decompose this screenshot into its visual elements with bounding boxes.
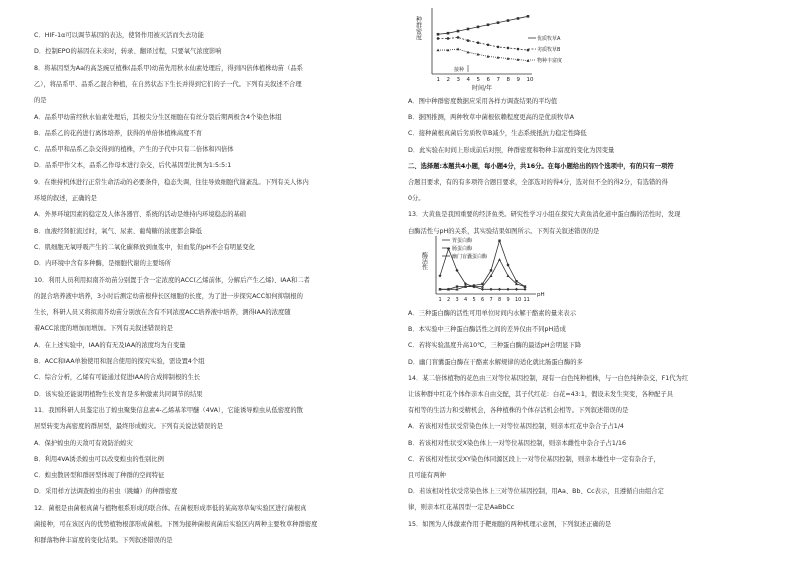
chart1-legend-label: 劣质牧草B [537,47,561,53]
text-line: B．利用4VA诱杀蝗虫可以改变蝗虫的性别比例 [34,455,164,463]
text-line: A．外界环境因素的稳定及人体各器官、系统的活动是维持内环境稳态的基础 [34,211,247,219]
text-line: 14．某二倍体植物的花色由三对等位基因控制，现有一白色纯种植株，与一白色纯种杂交，F1代为红 [408,374,689,382]
chart1-legend-label: 物种丰富度 [537,58,563,64]
chart2-ylabel: 酶活性 [420,252,428,270]
text-line: C．HIF-1α可以调节基因的表达，使肾作用被灭活而失去功能 [34,32,204,39]
chart2-tick-label: 1 [438,297,442,303]
text-line: A．三种蛋白酶的活性可用单位时间内水解干酪素的量来表示 [408,310,577,317]
text-line: 的是 [34,97,47,105]
text-line: B．ACC和IAA单独使用和混合使用的探究实验，需设置4个组 [34,358,205,365]
chart1-tick-label: 8 [506,77,510,83]
chart1-tick-label: 3 [456,77,460,83]
chart2-tick-label: 10 [515,297,522,303]
chart2-legend-label: 肠蛋白酶 [452,246,473,252]
text-line: 律，则亲本红花基因型一定是AaBbCc [408,504,515,512]
text-line: D．采用样方法调查蝗虫的若虫（跳蝻）的种群密度 [34,488,178,496]
text-line: 菌接种，可在该区内的优势植物根部形成菌根。下图为接种菌根真菌后实验区内两种主要牧草种群密度 [34,521,318,528]
chart1-tick-label: 4 [466,77,470,83]
text-line: 8．将基因型为Aa的高茎豌豆植株(品系甲)幼苗先用秋水仙素处理后，得到四倍体植株幼苗（品系 [34,64,303,72]
text-line: 居型转变为高密度的群居型，最终形成蝗灾。下列有关说法错误的是 [34,423,223,431]
chart2-tick-label: 7 [489,297,493,303]
chart1-xlabel: 时间/年 [472,85,493,92]
text-line: C．接种菌根真菌后劣质牧草B减少，生态系统抵抗力稳定性降低 [408,130,587,138]
chart1-tick-label: 10 [526,77,534,83]
chart1-point [467,39,470,42]
text-line: B．据图推测，两种牧草中菌根依赖程度更高的是优质牧草A [408,114,575,122]
chart1-annotation: 接种 [454,67,465,73]
chart2-xlabel: pH [537,292,545,298]
chart2-point [515,288,518,291]
text-line: B．品系乙的花药进行离体培养，获得的单倍体植株高度不育 [34,129,203,137]
chart2-point [506,288,509,291]
text-line: C．蝗虫散居型和群居型体现了种群的空间特征 [34,472,165,480]
text-line: B．血液经肾脏流过时，氧气、尿素、葡萄糖的浓度都会降低 [34,227,203,235]
chart1-point [517,17,520,20]
text-line: A．在上述实验中，IAA的有无及IAA的浓度均为自变量 [34,341,186,349]
chart2-legend-label: 胃蛋白酶 [452,238,473,244]
text-line: 让该种群中红花个体作亲本自由交配，其子代红花：白花=43:1，假设未发生突变，各种配子具 [408,391,673,398]
chart2-point [498,258,501,261]
text-line: C．综合分析，乙烯有可能通过促进IAA的合成抑制根的生长 [34,374,201,382]
text-line: 有相等的生活力和受精机会，各种植株的个体存活机会相等。下列叙述错误的是 [408,407,629,415]
chart2-tick-label: 9 [506,297,510,303]
text-line: C．肌细胞无氧呼吸产生的二氧化碳释放到血浆中，但血浆的pH不会有明显变化 [34,243,255,251]
text-line: A．品系甲幼苗经秋水仙素处理后，其根尖分生区细胞在有丝分裂后期两极含4个染色体组 [34,113,282,121]
chart2-point [489,288,492,291]
text-line: 0分。 [408,195,425,203]
chart1-legend [528,35,562,64]
chart1-tick-label: 7 [496,77,500,83]
chart1-point [487,23,490,26]
text-line: 着ACC浓度的增加而增加。下列有关叙述错误的是 [34,325,173,333]
chart1-tick-label: 1 [436,77,440,83]
text-line: 二、选择题:本题共4小题，每小题4分，共16分。在每小题给出的四个选项中，有的只有一项符 [408,162,674,170]
chart1-point [457,36,460,39]
chart2-point [490,274,493,277]
chart1-point [467,51,470,54]
chart1-point [457,48,460,51]
chart2-point [438,274,441,277]
chart1-point [487,44,490,47]
chart2-point [515,280,517,282]
protease-activity-chart [416,230,546,304]
text-line: D．幽门盲囊蛋白酶在干酪素水解规律的适化就比肠蛋白酶的多 [408,358,583,366]
chart1-point [497,46,500,49]
chart1-point [477,26,480,29]
chart1-point [507,19,510,22]
text-line: D．该实验还能说明植物生长发育是多种激素共同调节的结果 [34,390,203,398]
text-line: 生长，科研人员又将拟南芥幼苗分别放在含有不同浓度ACC培养液中培养，测得IAA的浓度随 [34,309,291,317]
chart1-tick-label: 9 [516,77,520,83]
chart1-point [457,30,460,33]
text-line: D．若该相对性状受常染色体上三对等位基因控制，用Aa、Bb、Cc表示，且遵循自由组合定 [408,488,664,496]
chart2-point [523,288,526,291]
text-line: 9．在维持机体进行正常生命活动的必要条件，稳态失调，往往导致细胞代谢紊乱。下列有关人体内 [34,178,309,186]
chart1-point [447,32,450,35]
chart2-legend-label: 幽门盲囊蛋白酶 [452,254,488,260]
text-line: A．若该相对性状受常染色体上一对等位基因控制，则亲本红花中杂合子占1/4 [408,423,624,431]
text-line: A．图中种群密度数据应采用各样方调查结果的平均值 [408,98,558,105]
chart2-tick-label: 5 [472,297,476,303]
text-line: 乙），将品系甲、品系乙混合种植，在自然状态下生长并得到它们的子一代。下列有关叙述不合理 [34,80,302,88]
chart2-point [507,274,510,277]
chart1-point [467,28,470,31]
chart1-point [437,33,440,36]
chart2-point [490,269,492,271]
chart2-tick-label: 6 [481,297,485,303]
population-density-chart [414,2,564,92]
text-line: 的混合培养液中培养，3小时后测定幼苗根伸长区细胞的长度，为了进一步探究ACC如何抑制根的 [34,292,303,300]
chart2-point [498,240,500,242]
chart2-point [498,288,501,291]
text-line: B．若该相对性状受X染色体上一对等位基因控制，则亲本雌性中杂合子占1/16 [408,439,626,447]
chart1-legend-label: 优质牧草A [537,36,561,42]
text-line: B．本实验中三种蛋白酶活性之间的差异仅由不同pH造成 [408,326,566,334]
text-line: D．内环境中含有多种酶，是细胞代谢的主要场所 [34,260,172,268]
chart1-tick-label: 6 [486,77,490,83]
chart1-point [437,49,440,52]
chart2-point [481,288,484,291]
text-line: C．若将实验温度升高10℃，三种蛋白酶的最适pH会明显下降 [408,342,582,350]
chart1-series-line [438,37,528,50]
text-line: 11．我国科研人员鉴定出了蝗虫聚集信息素4-乙烯基苯甲醚（4VA），它能诱导蝗虫从低密度的散 [34,406,303,414]
text-line: 且可能有两种 [408,472,446,479]
chart1-point [527,15,530,18]
text-line: 13．大黄鱼是我国重要的经济鱼类。研究性学习小组在探究大黄鱼消化道中蛋白酶的活性时，发现 [408,211,681,219]
chart1-point [447,37,450,40]
chart1-point [437,37,440,40]
text-line: D．此实验在时间上形成前后对照，种群密度和物种丰富度的变化为因变量 [408,146,615,154]
text-line: C．品系甲和品系乙杂交得到的植株，产生的子代中只有二倍体和四倍体 [34,146,234,154]
chart1-tick-label: 2 [446,77,450,83]
chart2-tick-label: 8 [498,297,502,303]
text-line: 合题目要求，有的有多项符合题目要求，全部选对的得4分，选对但不全的得2分，有选错的得 [408,179,668,186]
chart2-tick-label: 3 [455,297,459,303]
text-line: 白酶活性与pH的关系，其实验结果如图所示。下列有关叙述错误的是 [408,227,600,235]
text-line: D．控制EPO的基因在未来时，转录、翻译过程，只要氧气浓度影响 [34,48,222,56]
chart1-series-line [438,16,528,34]
chart2-tick-label: 2 [447,297,451,303]
chart1-point [477,41,480,44]
chart1-point [517,48,520,51]
chart1-point [497,21,500,24]
text-line: A．保护蝗虫的天敌可有效防治蝗灾 [34,439,133,447]
chart1-point [477,53,480,56]
chart2-point [481,283,483,285]
chart2-tick-label: 11 [523,297,530,303]
text-line: D．品系甲作父本，品系乙作母本进行杂交，后代基因型比例为1:5:5:1 [34,162,232,170]
text-line: 环境的叙述，正确的是 [34,195,97,202]
chart1-point [507,47,510,50]
chart2-point [456,285,458,287]
text-line: 12．菌根是由菌根真菌与植物根系形成的联合体。在菌根形成率低的某高寒草甸实验区进行菌根真 [34,504,307,512]
chart2-point [507,264,509,266]
chart2-tick-label: 4 [464,297,468,303]
text-line: C．若该相对性状受XY染色体同源区段上一对等位基因控制，则亲本雄性中一定有杂合子， [408,455,660,463]
text-line: 10．利用人员利用拟南芥幼苗分别置于含一定浓度的ACC(乙烯前体，分解后产生乙烯)、IAA和二者 [34,276,310,284]
text-line: 15．如图为人体激素作用于靶细胞的两种机理示意图，下列叙述正确的是 [408,520,612,528]
chart1-tick-label: 5 [476,77,480,83]
chart1-series-line [438,49,528,61]
chart1-ylabel: 种群密度 [414,16,422,40]
text-line: 和群落物种丰富度的变化结果。下列叙述错误的是 [34,537,173,545]
